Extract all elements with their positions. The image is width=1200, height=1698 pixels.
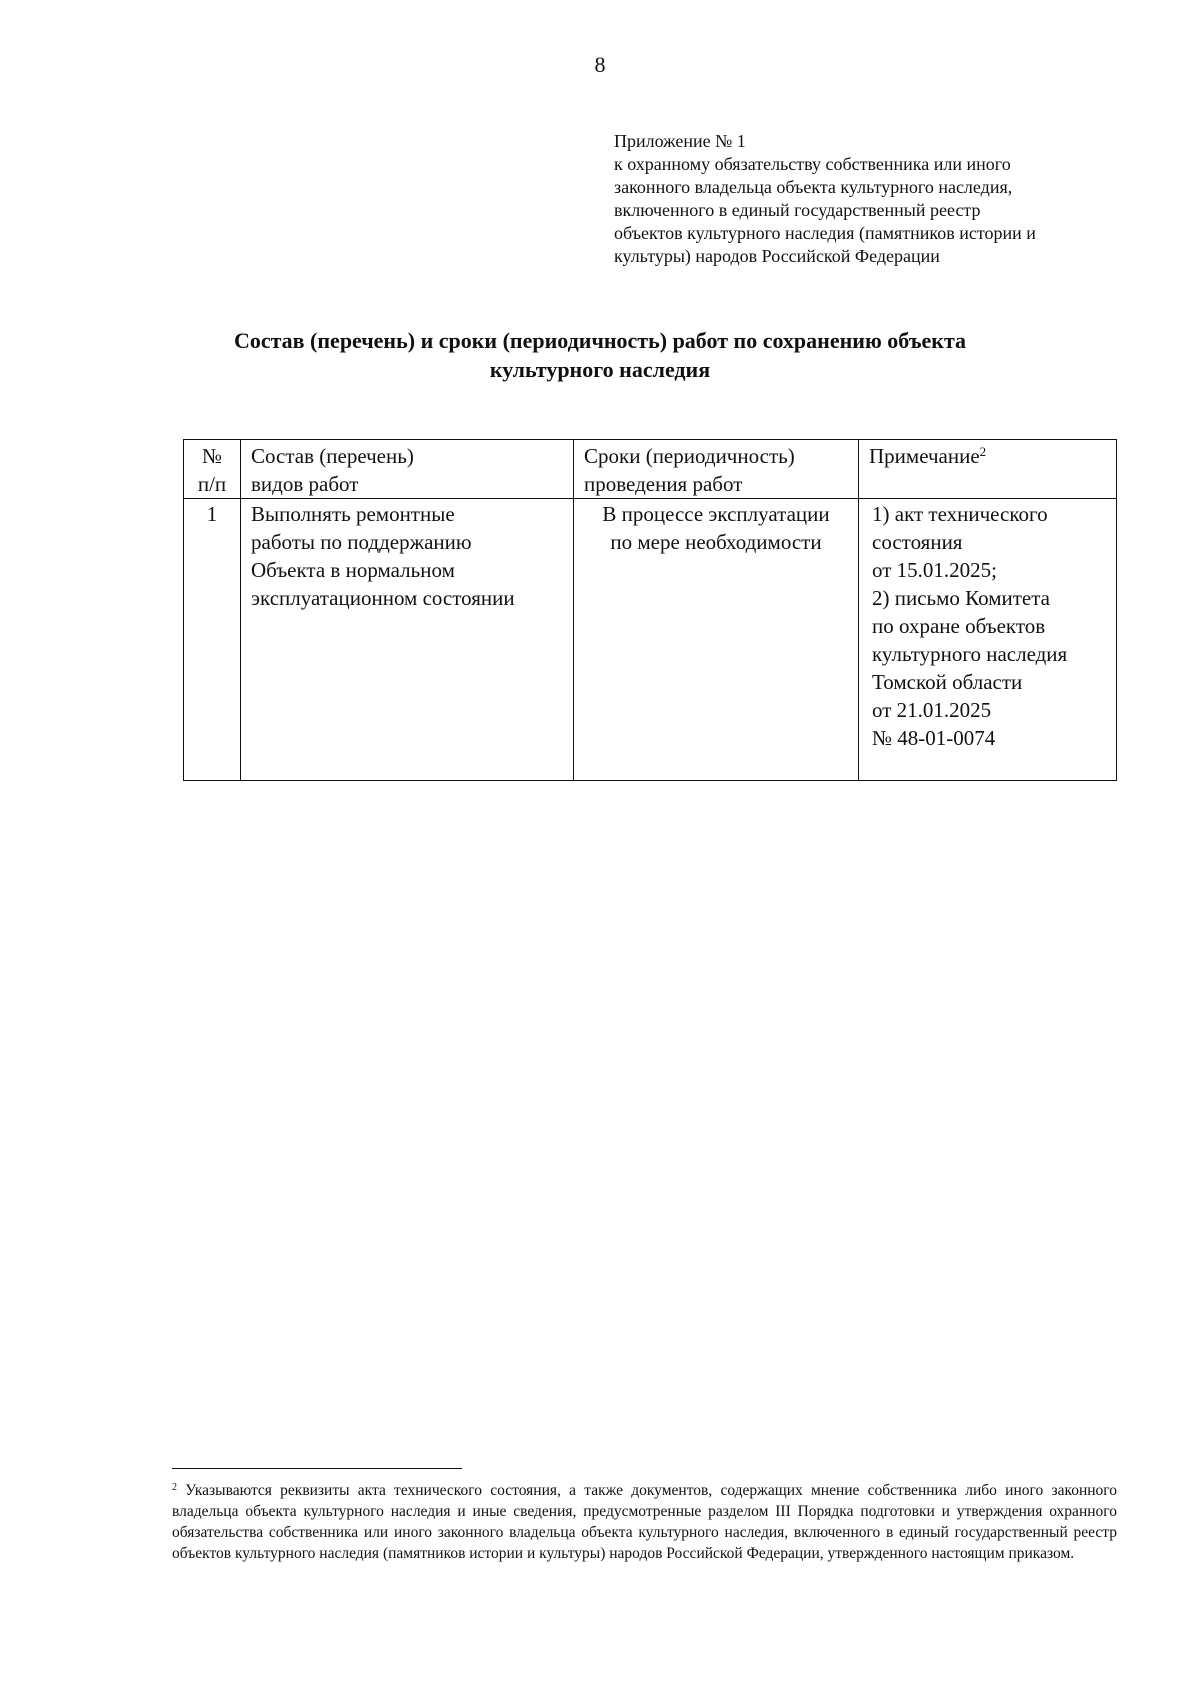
header-works: Состав (перечень) видов работ bbox=[241, 440, 574, 499]
appendix-line: объектов культурного наследия (памятников истории и bbox=[614, 223, 1036, 243]
cell-num: 1 bbox=[184, 499, 241, 781]
footnote bbox=[172, 1480, 1117, 1564]
table-row bbox=[184, 499, 1117, 781]
works-table bbox=[183, 439, 1117, 781]
footnote-ref: 2 bbox=[979, 444, 987, 459]
document-title-line: культурного наследия bbox=[489, 357, 711, 382]
appendix-header bbox=[614, 130, 1134, 268]
footnote-text: Указываются реквизиты акта технического состояния, а также документов, содержащих мнение собственника либо иного законного владельца объекта культурного наследия и иные сведения, предусмотренные разделом III Порядка подготовки и утверждения охранного обязательства собственника или иного законного владельца объекта культурного наследия, включенного в единый государственный реестр объектов культурного наследия (памятников истории и культуры) народов Российской Федерации, утвержденного настоящим приказом. bbox=[172, 1482, 1118, 1562]
appendix-line: к охранному обязательству собственника или иного bbox=[614, 154, 1011, 174]
footnote-separator bbox=[172, 1468, 462, 1469]
appendix-line: культуры) народов Российской Федерации bbox=[614, 246, 940, 266]
header-note: Примечание$^2$ bbox=[859, 440, 1117, 499]
appendix-line: включенного в единый государственный реестр bbox=[614, 200, 981, 220]
appendix-line: Приложение № 1 bbox=[614, 131, 746, 151]
cell-works: Выполнять ремонтные работы по поддержанию Объекта в нормальном эксплуатационном состоянии bbox=[241, 499, 574, 781]
cell-terms: В процессе эксплуатации по мере необходимости bbox=[574, 499, 859, 781]
table-header-row bbox=[184, 440, 1117, 499]
page-number: 8 bbox=[594, 52, 606, 77]
document-title-line: Состав (перечень) и сроки (периодичность) работ по сохранению объекта bbox=[233, 328, 967, 353]
header-num: № п/п bbox=[184, 440, 241, 499]
header-terms: Сроки (периодичность) проведения работ bbox=[574, 440, 859, 499]
document-title bbox=[0, 326, 1200, 384]
cell-note: 1) акт технического состояния от 15.01.2025; 2) письмо Комитета по охране объектов культурного наследия Томской области от 21.01.2025 № 48-01-0074 bbox=[859, 499, 1117, 781]
footnote-number: 2 bbox=[172, 1482, 177, 1493]
appendix-line: законного владельца объекта культурного наследия, bbox=[614, 177, 1013, 197]
